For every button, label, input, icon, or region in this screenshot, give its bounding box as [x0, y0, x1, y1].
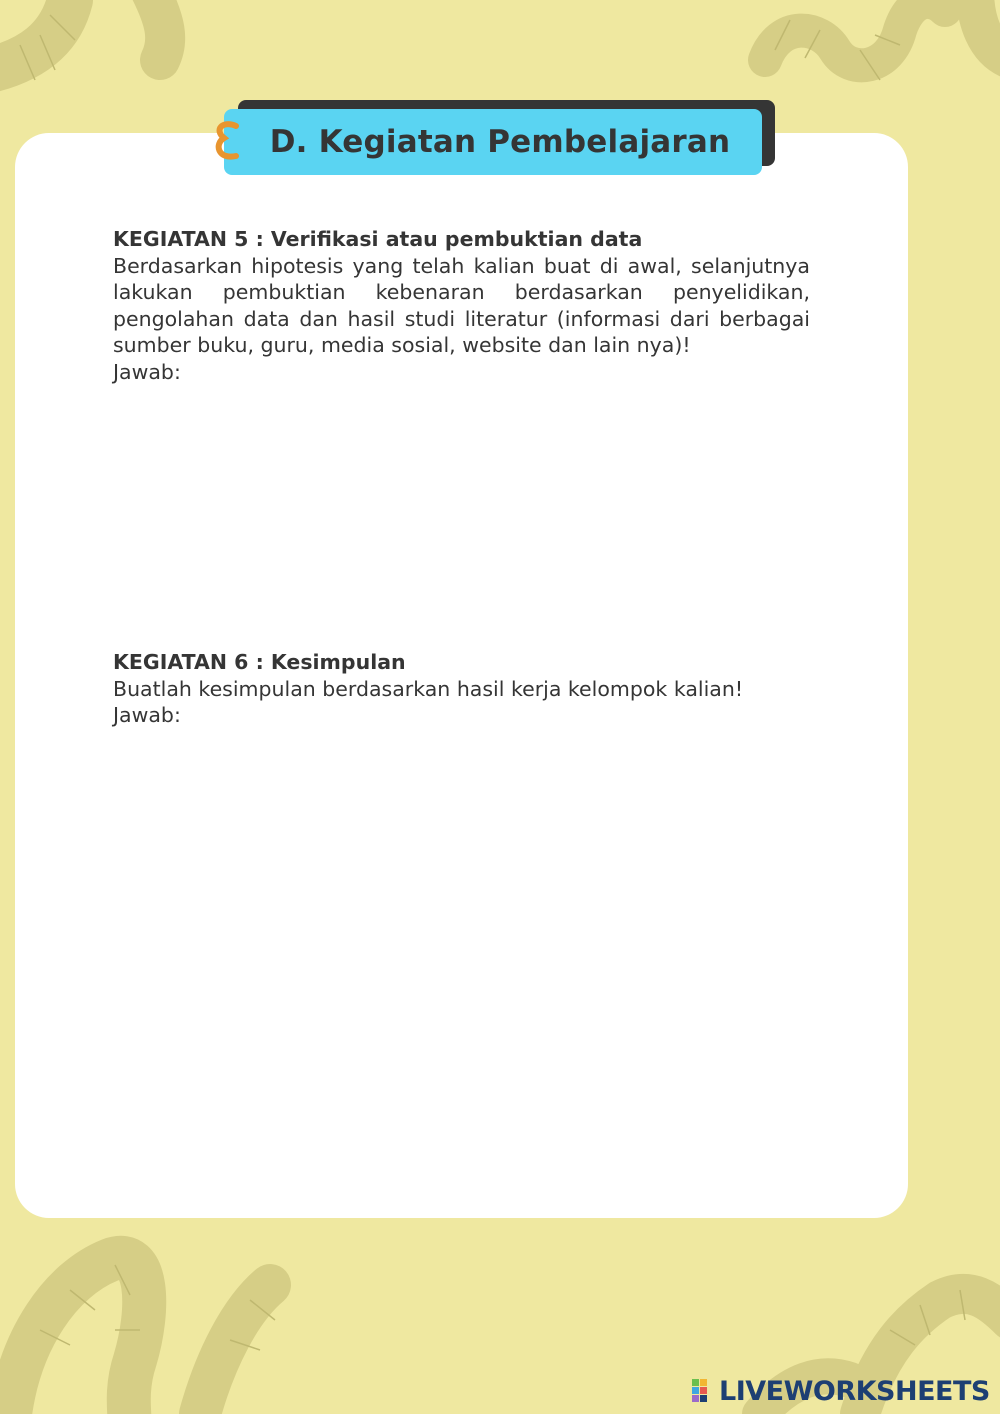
- kegiatan-6-answer-label: Jawab:: [113, 703, 181, 727]
- page-title: D. Kegiatan Pembelajaran: [269, 124, 731, 160]
- liveworksheets-logo: [692, 1374, 990, 1408]
- worm-bottom-left: [10, 1258, 144, 1414]
- kegiatan-5-heading: KEGIATAN 5 : Verifikasi atau pembuktian data: [113, 227, 643, 251]
- worm-top-right: [765, 2, 945, 65]
- kegiatan-5-answer-label: Jawab:: [113, 359, 181, 384]
- kegiatan-5-instructions: Berdasarkan hipotesis yang telah kalian buat di awal, selanjutnya lakukan pembuktian kebenaran berdasarkan penyelidikan, pengolahan data dan hasil studi literatur (informasi dari berbagai sumber buku, guru, media sosial, website dan lain nya)!: [113, 253, 810, 357]
- worm-top-left: [0, 0, 70, 70]
- liveworksheets-wordmark: LIVEWORKSHEETS: [719, 1375, 990, 1407]
- kegiatan-5-answer-area[interactable]: [113, 385, 810, 595]
- kegiatan-5-section: [113, 226, 810, 595]
- binder-ring-icon: [208, 118, 248, 166]
- kegiatan-6-answer-area[interactable]: [113, 729, 833, 1169]
- kegiatan-6-section: [113, 649, 833, 1169]
- kegiatan-6-instructions: Buatlah kesimpulan berdasarkan hasil kerja kelompok kalian!: [113, 676, 744, 701]
- worm-top-left-2: [150, 0, 165, 60]
- section-banner: [224, 109, 762, 175]
- worm-top-right-2: [975, 0, 1000, 60]
- liveworksheets-logo-icon: [692, 1379, 716, 1403]
- kegiatan-6-heading: KEGIATAN 6 : Kesimpulan: [113, 650, 406, 674]
